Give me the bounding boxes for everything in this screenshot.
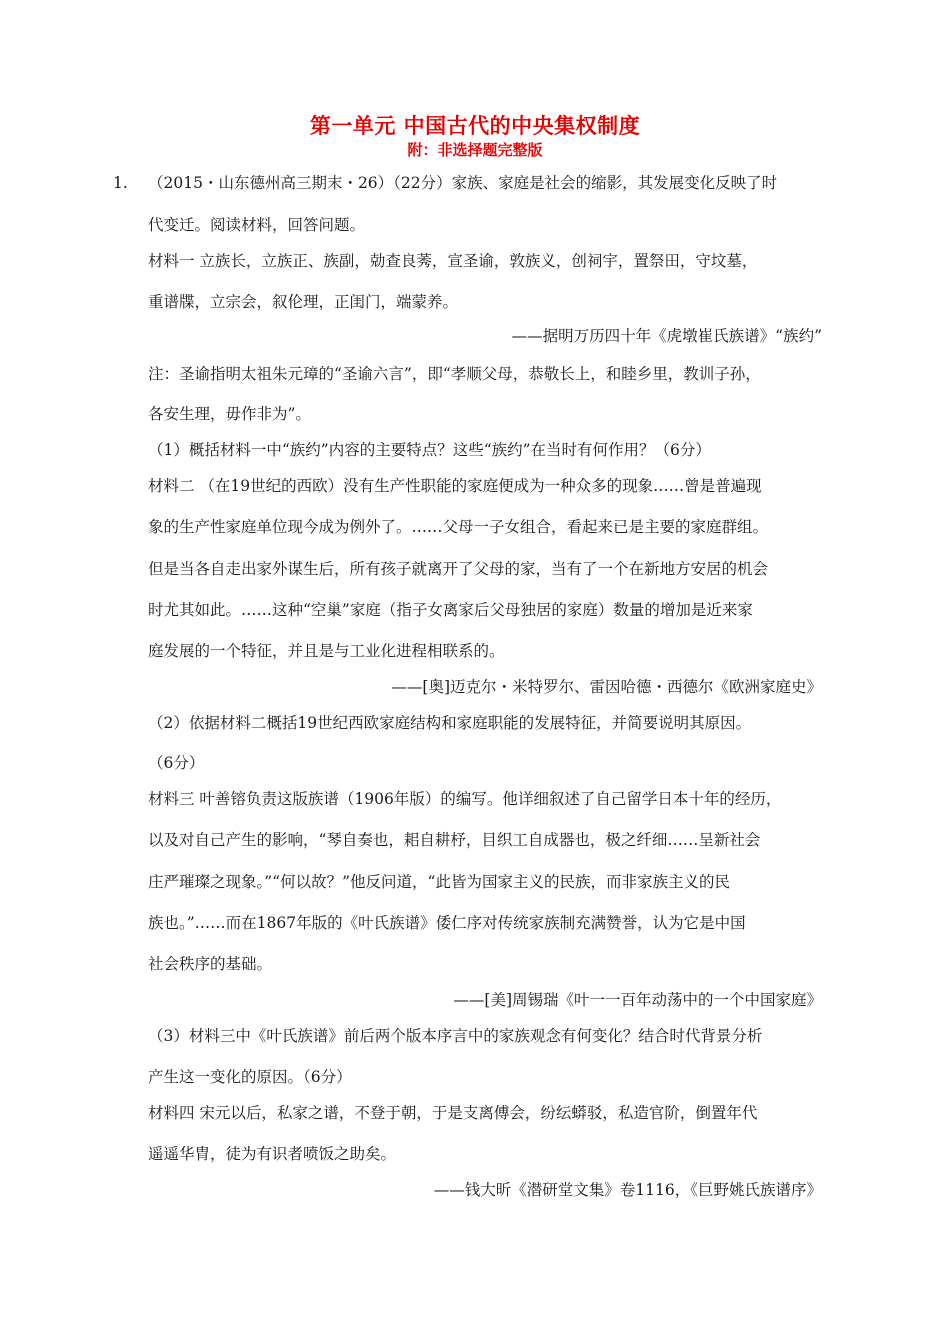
material-2-line-5: 庭发展的一个特征，并且是与工业化进程相联系的。 — [148, 642, 505, 660]
question-intro-line-1: （2015・山东德州高三期末・26）（22分）家族、家庭是社会的缩影，其发展变化反映了时 — [148, 174, 778, 192]
unit-title: 第一单元 中国古代的中央集权制度 — [309, 113, 641, 138]
sub-question-2-line-2: （6分） — [148, 754, 205, 772]
material-1-line-1: 材料一 立族长，立族正、族副，勀查良莠，宣圣谕，敦族义，创祠宇，置祭田，守坟墓， — [148, 252, 758, 270]
material-2-source: ——[奥]迈克尔・米特罗尔、雷因哈德・西德尔《欧洲家庭史》 — [391, 678, 822, 696]
unit-subtitle: 附：非选择题完整版 — [407, 141, 543, 159]
material-3-line-2: 以及对自己产生的影响，“琴自奏也，耜自耕杼，目织工自成器也，极之纤细……呈新社会 — [148, 831, 761, 849]
material-2-line-4: 时尤其如此。……这种“空巢”家庭（指子女离家后父母独居的家庭）数量的增加是近来家 — [148, 601, 753, 619]
material-3-line-4: 族也。”……而在1867年版的《叶氏族谱》倭仁序对传统家族制充满赞誉，认为它是中国 — [148, 914, 746, 932]
note-line-1: 注：圣谕指明太祖朱元璋的“圣谕六言”，即“孝顺父母，恭敬长上，和睦乡里，教训子孙， — [148, 365, 761, 383]
material-3-source: ——[美]周锡瑞《叶一一百年动荡中的一个中国家庭》 — [453, 991, 822, 1009]
question-number: 1. — [113, 174, 128, 192]
material-1-source: ——据明万历四十年《虎墩崔氏族谱》“族约” — [511, 327, 822, 345]
material-4-line-2: 遥遥华胄，徒为有识者喷饭之助矣。 — [148, 1145, 397, 1163]
sub-question-2-line-1: （2）依据材料二概括19世纪西欧家庭结构和家庭职能的发展特征，并简要说明其原因。 — [148, 714, 752, 732]
material-3-line-1: 材料三 叶善镕负责这版族谱（1906年版）的编写。他详细叙述了自己留学日本十年的经历， — [148, 790, 782, 808]
material-3-line-3: 庄严璀璨之现象。”“何以故？”他反问道，“此皆为国家主义的民族，而非家族主义的民 — [148, 873, 730, 891]
material-4-line-1: 材料四 宋元以后，私家之谱，不登于朝，于是支离傅会，纷纭蟒驳，私造官阶，倒置年代 — [148, 1104, 758, 1122]
material-1-line-2: 重谱牒，立宗会，叙伦理，正闺门，端蒙养。 — [148, 293, 459, 311]
sub-question-3-line-2: 产生这一变化的原因。（6分） — [148, 1068, 352, 1086]
material-4-source: ——钱大昕《潜研堂文集》卷1116，《巨野姚氏族谱序》 — [433, 1181, 822, 1199]
material-2-line-2: 象的生产性家庭单位现今成为例外了。……父母一子女组合，看起来已是主要的家庭群组。 — [148, 518, 769, 536]
note-line-2: 各安生理，毋作非为”。 — [148, 405, 311, 423]
material-3-line-5: 社会秩序的基础。 — [148, 955, 273, 973]
sub-question-1: （1）概括材料一中“族约”内容的主要特点？这些“族约”在当时有何作用？（6分） — [148, 441, 711, 459]
material-2-line-3: 但是当各自走出家外谋生后，所有孩子就离开了父母的家，当有了一个在新地方安居的机会 — [148, 560, 769, 578]
question-intro-line-2: 代变迁。阅读材料，回答问题。 — [148, 216, 366, 234]
material-2-line-1: 材料二 （在19世纪的西欧）没有生产性职能的家庭便成为一种众多的现象……曾是普遍现 — [148, 477, 762, 495]
sub-question-3-line-1: （3）材料三中《叶氏族谱》前后两个版本序言中的家族观念有何变化？结合时代背景分析 — [148, 1027, 763, 1045]
